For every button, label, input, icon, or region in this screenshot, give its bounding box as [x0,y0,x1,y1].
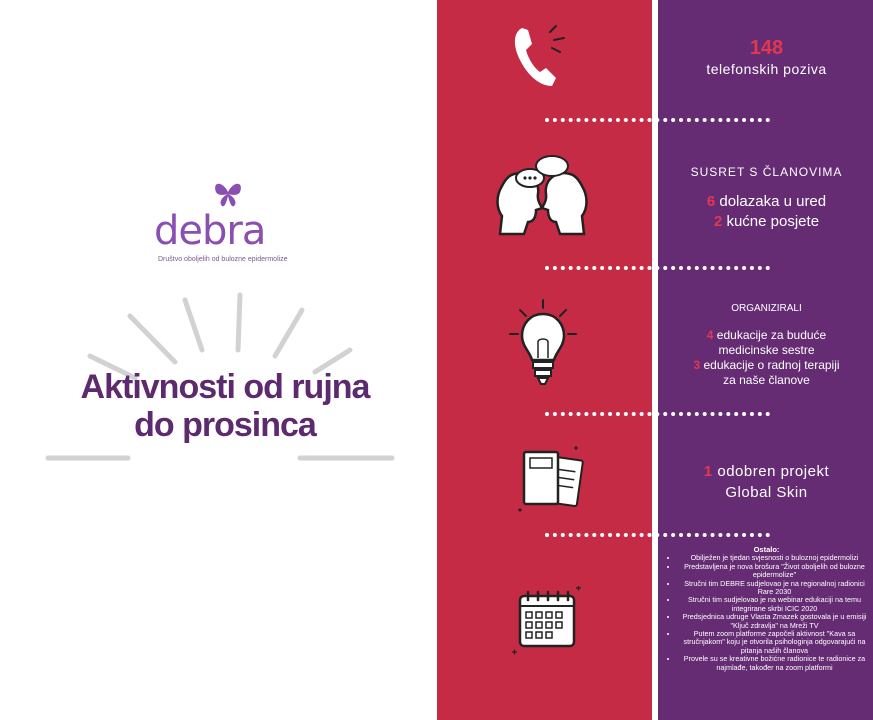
list-item: • Predsjednica udruge Vlasta Zmazek gostovala je u emisiji "Ključ zdravlja" na Mreži TV [678,613,869,630]
project-number: 1 [703,463,713,480]
edu2-line [660,358,873,373]
list-item: • Predstavljena je nova brošura "Život oboljelih od bulozne epidermolize" [678,563,869,580]
other-activities [664,546,869,672]
phone-icon [508,22,570,92]
calls-number: 148 [749,37,784,59]
organized-stat [660,302,873,388]
logo-tagline: Društvo oboljelih od bulozne epidermolize [158,256,288,263]
edu1-label-b: medicinske sestre [718,343,815,357]
page-title [30,368,420,444]
list-item: • Obilježen je tjedan svjesnosti o buloznoj epidermolizi [678,554,869,562]
list-item: • Provele su se kreativne božićne radionice te radionice za najmlađe, također na zoom platformi [678,655,869,672]
edu2-label-a: edukacije o radnoj terapiji [703,358,840,372]
edu1-line [660,328,873,343]
lightbulb-icon [508,298,578,388]
project-label-b: Global Skin [725,484,808,501]
organized-heading: ORGANIZIRALI [731,303,802,314]
separator-3 [545,412,770,416]
list-item: • Stručni tim DEBRE sudjelovao je na regionalnoj radionici Rare 2030 [678,580,869,597]
home-visits-line [660,212,873,232]
calls-stat [660,36,873,78]
calls-label: telefonskih poziva [706,61,827,77]
list-item: • Putem zoom platforme započeli aktivnost "Kava sa stručnjakom" koju je otvorila psihologinja odgovarajući na pitanja naših članova [678,630,869,655]
home-visits-number: 2 [713,213,723,230]
butterfly-icon [212,180,244,210]
title-line-2: do prosinca [134,406,316,444]
edu2-number: 3 [693,358,701,372]
other-heading: Ostalo: [753,545,780,554]
office-visits-line [660,192,873,212]
project-label-a: odobren projekt [717,463,830,480]
people-talking-icon [494,152,590,236]
edu2-label-b: za naše članove [723,373,810,387]
separator-4 [545,533,770,537]
calendar-icon [510,586,584,662]
edu1-label-a: edukacije za buduće [716,328,827,342]
documents-icon [514,444,586,520]
office-visits-number: 6 [706,193,716,210]
separator-2 [545,266,770,270]
project-line-1 [660,461,873,482]
home-visits-label: kućne posjete [726,213,820,230]
edu1-number: 4 [706,328,714,342]
logo-wordmark: debra [154,208,266,254]
separator-1 [545,118,770,122]
office-visits-label: dolazaka u ured [719,193,827,210]
title-line-1: Aktivnosti od rujna [80,368,370,406]
meetings-stat [660,164,873,232]
other-list [664,554,869,672]
meetings-heading: SUSRET S ČLANOVIMA [690,165,843,179]
debra-logo [150,180,300,270]
list-item: • Stručni tim sudjelovao je na webinar edukaciji na temu integrirane skrbi ICIC 2020 [678,596,869,613]
project-stat [660,461,873,503]
